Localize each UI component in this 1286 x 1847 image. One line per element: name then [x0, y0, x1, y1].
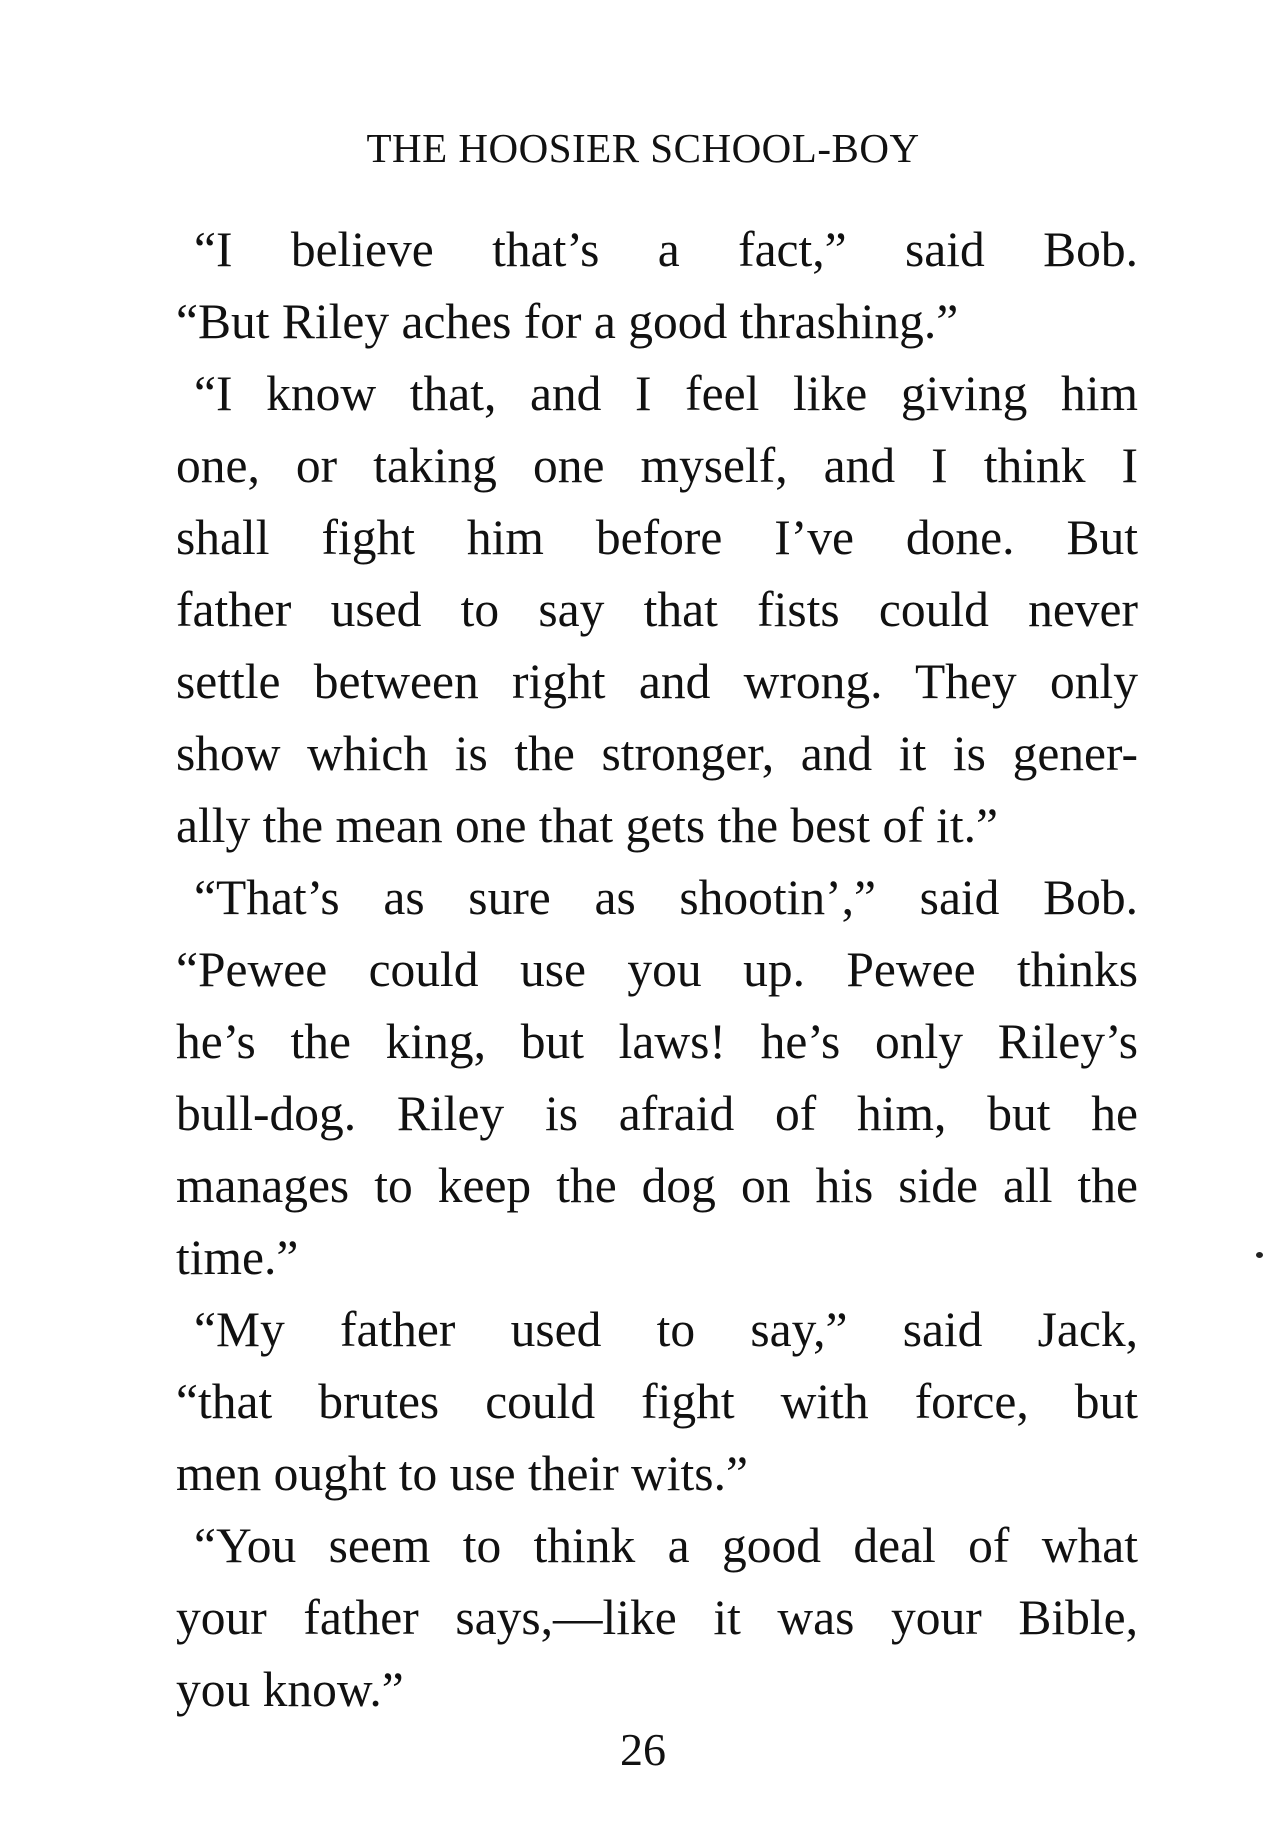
- body-text: [176, 214, 1138, 1726]
- scan-speck: [1256, 1252, 1263, 1258]
- text-line: “that brutes could fight with force, but: [176, 1374, 1138, 1429]
- text-line: time.”: [176, 1230, 299, 1285]
- text-line: “Pewee could use you up. Pewee thinks: [176, 942, 1138, 997]
- text-line: settle between right and wrong. They only: [176, 654, 1138, 709]
- running-head: THE HOOSIER SCHOOL-BOY: [366, 125, 920, 171]
- text-line: father used to say that fists could never: [176, 582, 1138, 637]
- text-line: men ought to use their wits.”: [176, 1446, 748, 1501]
- text-line: he’s the king, but laws! he’s only Riley’s: [176, 1014, 1138, 1069]
- text-line: “That’s as sure as shootin’,” said Bob.: [194, 870, 1138, 925]
- text-line: shall fight him before I’ve done. But: [176, 510, 1138, 565]
- text-line: show which is the stronger, and it is gener-: [176, 726, 1138, 781]
- text-line: “I know that, and I feel like giving him: [194, 366, 1138, 421]
- page-number: 26: [620, 1724, 666, 1775]
- text-line: manages to keep the dog on his side all the: [176, 1158, 1138, 1213]
- text-line: “My father used to say,” said Jack,: [194, 1302, 1138, 1357]
- text-line: your father says,—like it was your Bible,: [176, 1590, 1138, 1645]
- text-line: you know.”: [176, 1662, 404, 1717]
- text-line: “But Riley aches for a good thrashing.”: [176, 294, 959, 349]
- text-line: ally the mean one that gets the best of it.”: [176, 798, 998, 853]
- text-line: “You seem to think a good deal of what: [194, 1518, 1138, 1573]
- text-line: one, or taking one myself, and I think I: [176, 438, 1138, 493]
- text-line: bull-dog. Riley is afraid of him, but he: [176, 1086, 1138, 1141]
- text-line: “I believe that’s a fact,” said Bob.: [194, 222, 1138, 277]
